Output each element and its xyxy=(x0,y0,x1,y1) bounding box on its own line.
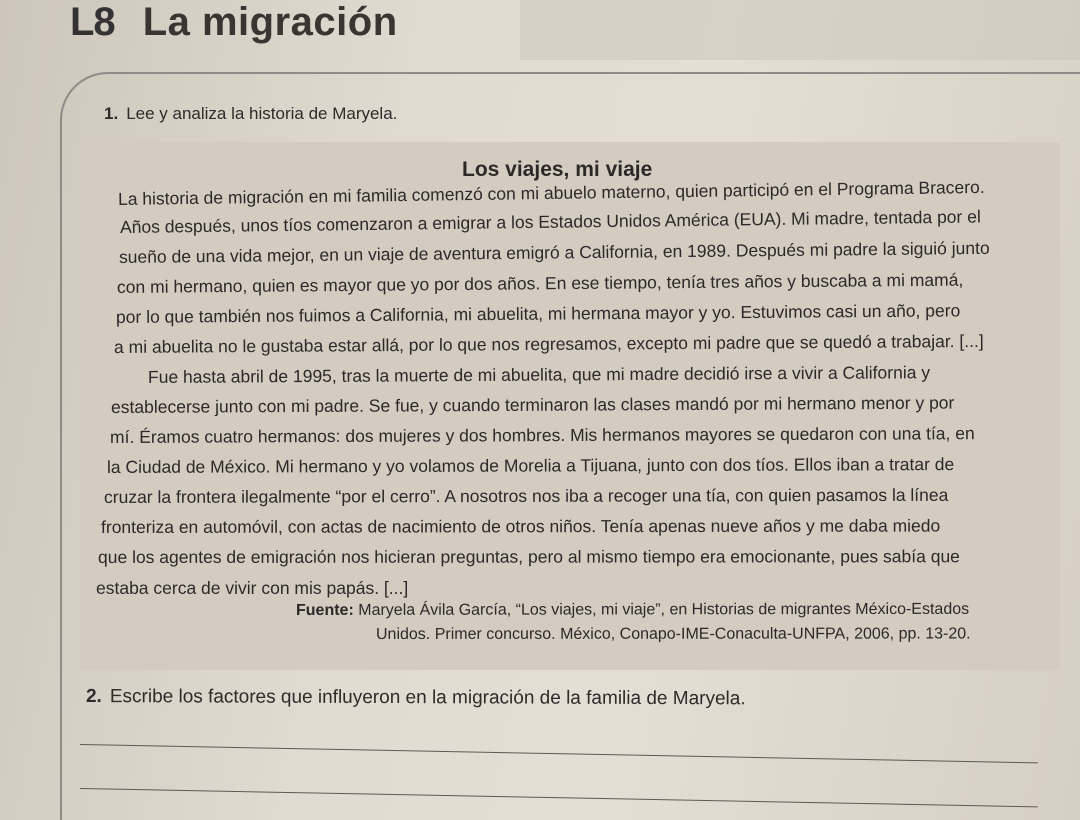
reading-line: a mi abuelita no le gustaba estar allá, por lo que nos regresamos, excepto mi padre que se quedó a trabajar. [...] xyxy=(113,330,984,357)
question-2 xyxy=(86,686,746,710)
question-1-number: 1. xyxy=(104,104,119,123)
question-2-number: 2. xyxy=(85,686,102,708)
source-line-1: Maryela Ávila García, “Los viajes, mi viaje”, en Historias de migrantes México-Estados xyxy=(358,600,970,619)
reading-line: fronteriza en automóvil, con actas de nacimiento de otros niños. Tenía apenas nueve años y me daba miedo xyxy=(100,515,941,537)
reading-line: Fue hasta abril de 1995, tras la muerte de mi abuelita, que mi madre decidió irse a vivir a California y xyxy=(147,362,931,387)
header-background xyxy=(520,0,1080,60)
reading-line: estaba cerca de vivir con mis papás. [...] xyxy=(96,578,409,598)
source-label: Fuente: xyxy=(295,601,354,619)
reading-line: establecerse junto con mi padre. Se fue, y cuando terminaron las clases mandó por mi hermano menor y por xyxy=(110,392,955,417)
lesson-header xyxy=(70,0,398,46)
reading-line: la Ciudad de México. Mi hermano y yo volamos de Morelia a Tijuana, junto con dos tíos. Ellos iban a tratar de xyxy=(106,454,955,477)
reading-line: cruzar la frontera ilegalmente “por el cerro”. A nosotros nos iba a recoger una tía, con quien pasamos la línea xyxy=(103,484,949,507)
source-line-2: Unidos. Primer concurso. México, Conapo-IME-Conaculta-UNFPA, 2006, pp. 13-20. xyxy=(375,625,971,643)
question-1-text: Lee y analiza la historia de Maryela. xyxy=(126,104,398,123)
reading-line: que los agentes de emigración nos hicieran preguntas, pero al mismo tiempo era emocionante, pues sabía que xyxy=(97,546,960,567)
source-citation xyxy=(296,601,969,620)
reading-line: por lo que también nos fuimos a California, mi abuelita, mi hermana mayor y yo. Estuvimos casi un año, pero xyxy=(115,300,961,327)
question-2-text: Escribe los factores que influyeron en la migración de la familia de Maryela. xyxy=(109,686,746,710)
reading-line: La historia de migración en mi familia comenzó con mi abuelo materno, quien participó en el Programa Bracero. xyxy=(117,176,985,209)
lesson-number: L8 xyxy=(70,0,115,44)
reading-line: sueño de una vida mejor, en un viaje de aventura emigró a California, en 1989. Después mi padre la siguió junto xyxy=(118,237,990,267)
reading-line: Años después, unos tíos comenzaron a emigrar a los Estados Unidos América (EUA). Mi madre, tentada por el xyxy=(119,206,981,237)
reading-title: Los viajes, mi viaje xyxy=(462,158,653,181)
reading-line: mí. Éramos cuatro hermanos: dos mujeres y dos hombres. Mis hermanos mayores se quedaron con una tía, en xyxy=(109,423,975,447)
reading-line: con mi hermano, quien es mayor que yo por dos años. En ese tiempo, tenía tres años y buscaba a mi mamá, xyxy=(116,269,964,297)
lesson-title: La migración xyxy=(142,0,398,44)
question-1 xyxy=(104,104,397,124)
